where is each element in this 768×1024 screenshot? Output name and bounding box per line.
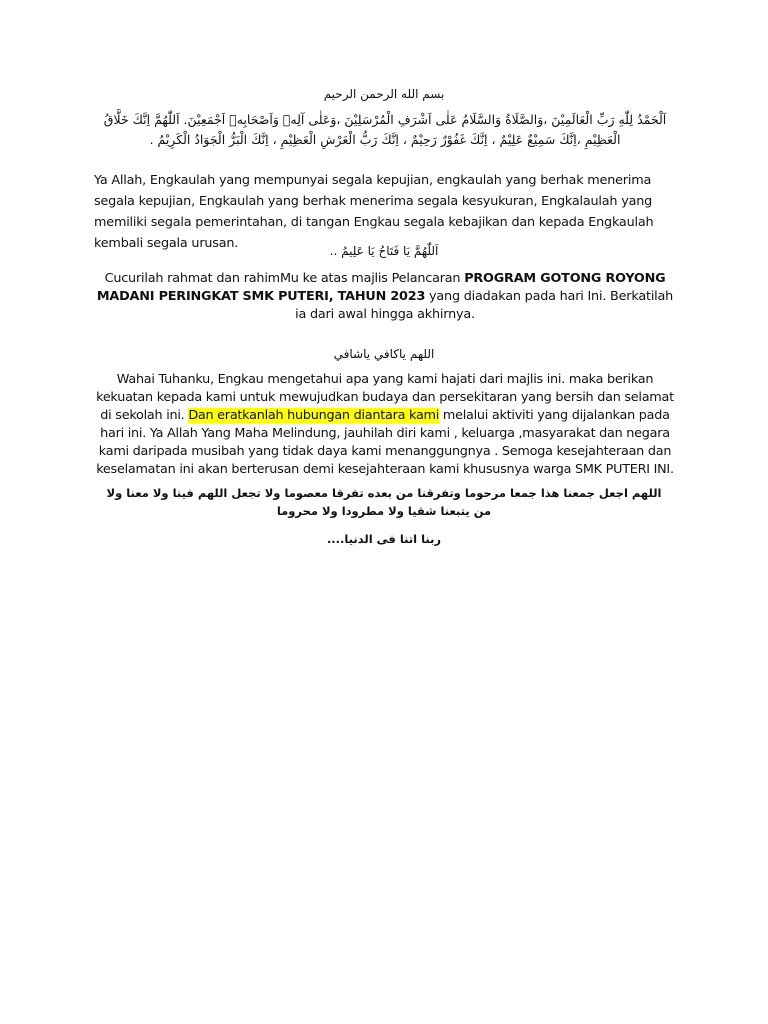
doa-fattah: اَللّٰهُمَّ يَا فَتَاحُ يَا عَلِيمُ ..	[329, 244, 439, 258]
highlighted-text: Dan eratkanlah hubungan diantara kami	[188, 408, 440, 423]
opening-doa: اَلْحَمْدُ لِلّٰهِ رَبِّ الْعَالَمِيْنَ ،وَالصَّلَاةُ وَالسَّلَامُ عَلٰى اَشْرَفِ الْمُرْسَلِيْنَ ،وَعَلٰى آلِهٖ وَاَصْحَابِهٖ اَجْمَعِيْنَ. اَللّٰهُمَّ اِنَّكَ خَلَّاقُ الْعَظِيْمِ ،اِنَّكَ سَمِيْعٌ عَلِيْمٌ ، اِنَّكَ غَفُوْرٌ رَحِيْمٌ ، اِنَّكَ رَبُّ الْعَرْشِ الْعَظِيْمِ ، اِنَّكَ الْبَرُّ الْجَوَادُ الْكَرِيْمُ .	[103, 112, 667, 147]
paragraph-hajat-text: Wahai Tuhanku, Engkau mengetahui apa yang kami hajati dari majlis ini. maka berikan kekuatan kepada kami untuk mewujudkan budaya dan persekitaran yang bersih dan selamat di sekolah ini.	[96, 372, 674, 423]
paragraph-program-text-end: yang diadakan pada hari Ini. Berkatilah ia dari awal hingga akhirnya.	[295, 289, 674, 322]
doa-closing: اللهم اجعل جمعنا هذا جمعا مرحوما وتفرقنا من بعده تفرقا معصوما ولا تجعل اللهم فينا ولا معنا ولا من يتبعنا شقيا ولا مطرودا ولا محروما	[106, 486, 662, 518]
program-title: PROGRAM GOTONG ROYONG MADANI PERINGKAT SMK PUTERI, TAHUN 2023	[96, 271, 666, 304]
basmalah-heading: بسم الله الرحمن الرحيم	[323, 87, 445, 101]
paragraph-praise: Ya Allah, Engkaulah yang mempunyai segala kepujian, engkaulah yang berhak menerima segala kepujian, Engkaulah yang berhak menerima segala kesyukuran, Engkalaulah yang memiliki segala pemerintahan, di tangan Engkau segala kebajikan dan kepada Engkaulah kembali segala urusan.	[94, 173, 654, 251]
doa-kafi: اللهم ياكافي ياشافي	[333, 347, 435, 361]
doa-rabbana: ربنا اتنا فى الدنيا....	[326, 532, 442, 546]
paragraph-hajat	[92, 371, 678, 479]
paragraph-hajat-text-end: melalui aktiviti yang dijalankan pada hari ini. Ya Allah Yang Maha Melindung, jauhilah diri kami , keluarga ,masyarakat dan negara kami daripada musibah yang tidak daya kami menanggungnya . Semoga kesejahteraan dan keselamatan ini akan berterusan demi kesejahteraan kami khususnya warga SMK PUTERI INI.	[96, 408, 674, 477]
paragraph-program	[94, 270, 676, 324]
paragraph-program-text: Cucurilah rahmat dan rahimMu ke atas majlis Pelancaran	[104, 271, 465, 286]
